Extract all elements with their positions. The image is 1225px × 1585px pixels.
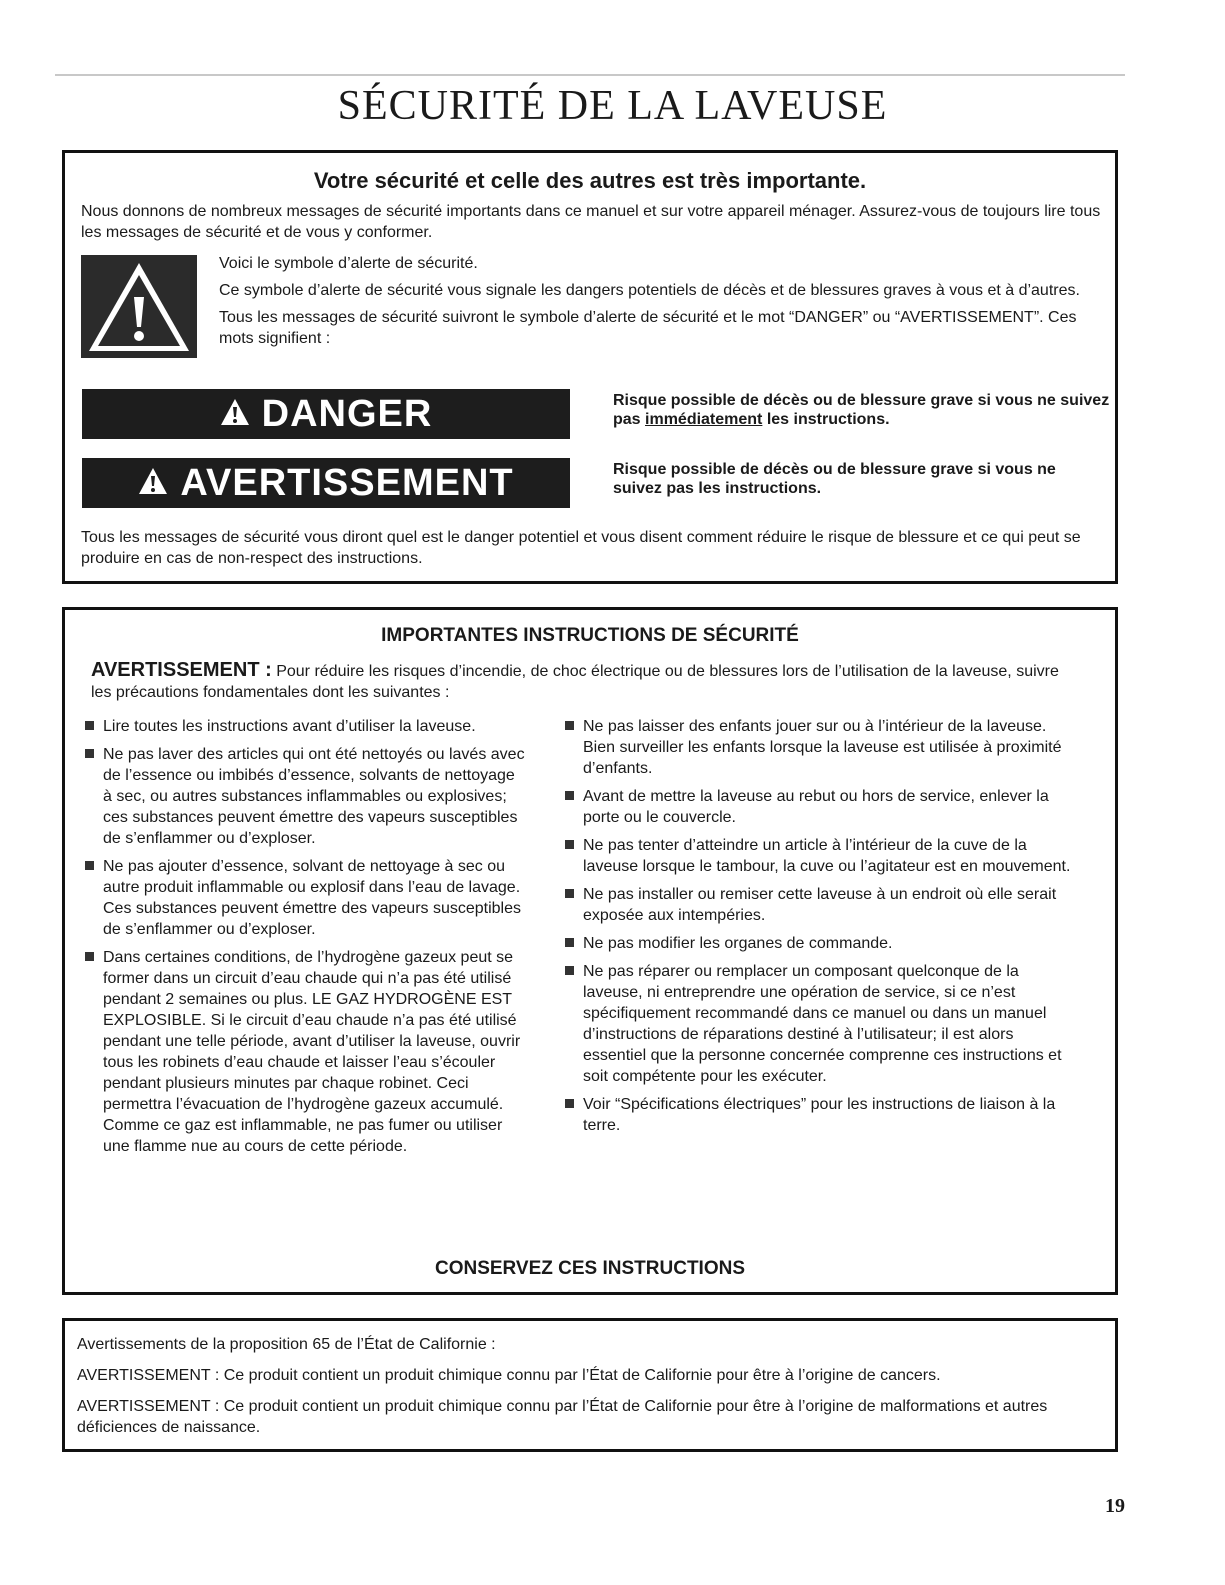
bullet-icon — [565, 1099, 574, 1108]
list-item-text: Ne pas réparer ou remplacer un composant quelconque de la laveuse, ni entreprendre une opération de service, si ce n’est spécifiquement recommandé dans ce manuel ou dans un manuel d’instructions de réparations destiné à l’utilisateur; il est alors essentiel que la personne concernée comprenne ces instructions et soit compétente pour les exécuter. — [583, 963, 1062, 1085]
list-item — [565, 716, 1080, 779]
warning-signal-bar — [82, 458, 570, 508]
safety-message-box — [62, 150, 1118, 584]
prop65-box — [62, 1318, 1118, 1452]
bullet-icon — [565, 966, 574, 975]
instructions-warning — [91, 660, 1081, 703]
list-item-text: Avant de mettre la laveuse au rebut ou hors de service, enlever la porte ou le couvercle. — [583, 788, 1049, 826]
bullet-icon — [565, 938, 574, 947]
list-item — [565, 1094, 1080, 1136]
warning-label: AVERTISSEMENT — [180, 461, 514, 504]
bullet-icon — [85, 749, 94, 758]
list-item-text: Ne pas ajouter d’essence, solvant de nettoyage à sec ou autre produit inflammable ou explosif dans l’eau de lavage. Ces substances peuvent émettre des vapeurs susceptibles de s’enflammer ou d’exploser. — [103, 858, 522, 938]
alert-line: Voici le symbole d’alerte de sécurité. — [219, 255, 478, 272]
danger-desc-text-end: les instructions. — [762, 411, 890, 428]
instructions-left-column — [85, 716, 525, 1164]
list-item — [565, 835, 1080, 877]
safety-heading: Votre sécurité et celle des autres est très importante. — [313, 168, 867, 193]
prop65-line: AVERTISSEMENT : Ce produit contient un produit chimique connu par l’État de Californie pour être à l’origine de malformations et autres déficiences de naissance. — [77, 1398, 1048, 1436]
bullet-icon — [565, 889, 574, 898]
top-divider — [55, 74, 1125, 76]
warning-triangle-icon — [81, 255, 197, 358]
instructions-right-column — [565, 716, 1080, 1143]
danger-desc-text: Risque possible de décès ou de blessure grave si vous ne suivez pas — [613, 392, 1110, 428]
list-item-text: Ne pas laver des articles qui ont été nettoyés ou lavés avec de l’essence ou imbibés d’essence, solvants de nettoyage à sec, ou autres substances inflammables ou explosives; ces substances peuvent émettre des vapeurs susceptibles de s’enflammer ou d’exploser. — [103, 746, 525, 847]
list-item-text: Voir “Spécifications électriques” pour les instructions de liaison à la terre. — [583, 1096, 1056, 1134]
instructions-box — [62, 607, 1118, 1295]
prop65-line: AVERTISSEMENT : Ce produit contient un produit chimique connu par l’État de Californie pour être à l’origine de cancers. — [77, 1367, 941, 1384]
bullet-icon — [565, 791, 574, 800]
list-item — [85, 716, 525, 737]
list-item — [565, 961, 1080, 1087]
page-title: SÉCURITÉ DE LA LAVEUSE — [337, 83, 888, 129]
instructions-heading: IMPORTANTES INSTRUCTIONS DE SÉCURITÉ — [381, 625, 799, 646]
warning-description: Risque possible de décès ou de blessure grave si vous ne suivez pas les instructions. — [613, 461, 1056, 497]
bullet-icon — [565, 721, 574, 730]
list-item-text: Ne pas modifier les organes de commande. — [583, 935, 893, 952]
warning-text: Pour réduire les risques d’incendie, de choc électrique ou de blessures lors de l’utilisation de la laveuse, suivre les précautions fondamentales dont les suivantes : — [91, 663, 1059, 701]
bullet-icon — [85, 952, 94, 961]
list-item — [565, 933, 1080, 954]
page-number: 19 — [1105, 1495, 1125, 1517]
list-item-text: Dans certaines conditions, de l’hydrogène gazeux peut se former dans un circuit d’eau chaude qui n’a pas été utilisé pendant 2 semaines ou plus. LE GAZ HYDROGÈNE EST EXPLOSIBLE. Si le circuit d’eau chaude n’a pas été utilisé pendant une telle période, avant d’utiliser la laveuse, ouvrir tous les robinets d’eau chaude et laisser l’eau s’écouler pendant plusieurs minutes par chaque robinet. Ceci permettra l’évacuation de l’hydrogène gazeux accumulé. Comme ce gaz est inflammable, ne pas fumer ou utiliser une flamme nue au cours de cette période. — [103, 949, 521, 1155]
alert-triangle-icon — [220, 393, 250, 436]
danger-signal-bar — [82, 389, 570, 439]
list-item-text: Ne pas installer ou remiser cette laveuse à un endroit où elle serait exposée aux intempéries. — [583, 886, 1057, 924]
prop65-line: Avertissements de la proposition 65 de l’État de Californie : — [77, 1336, 496, 1353]
list-item — [85, 744, 525, 849]
instructions-footer: CONSERVEZ CES INSTRUCTIONS — [434, 1258, 746, 1279]
safety-intro: Nous donnons de nombreux messages de sécurité importants dans ce manuel et sur votre appareil ménager. Assurez-vous de toujours lire tous les messages de sécurité et de vous y conformer. — [81, 203, 1101, 241]
danger-label: DANGER — [261, 392, 433, 435]
safety-footer: Tous les messages de sécurité vous diront quel est le danger potentiel et vous disent comment réduire le risque de blessure et ce qui peut se produire en cas de non-respect des instructions. — [81, 529, 1081, 567]
bullet-icon — [85, 721, 94, 730]
list-item — [565, 786, 1080, 828]
list-item — [85, 856, 525, 940]
prop65-text — [77, 1334, 1107, 1448]
list-item — [85, 947, 525, 1157]
bullet-icon — [85, 861, 94, 870]
list-item-text: Ne pas tenter d’atteindre un article à l’intérieur de la cuve de la laveuse lorsque le tambour, la cuve ou l’agitateur est en mouvement. — [583, 837, 1071, 875]
alert-triangle-icon — [138, 462, 168, 505]
alert-line: Ce symbole d’alerte de sécurité vous signale les dangers potentiels de décès et de blessures graves à vous et à d’autres. — [219, 282, 1080, 299]
warning-lead: AVERTISSEMENT : — [91, 659, 272, 681]
list-item-text: Ne pas laisser des enfants jouer sur ou à l’intérieur de la laveuse. Bien surveiller les enfants lorsque la laveuse est utilisée à proximité d’enfants. — [583, 718, 1062, 777]
danger-desc-emphasis: immédiatement — [645, 411, 763, 428]
alert-line: Tous les messages de sécurité suivront le symbole d’alerte de sécurité et le mot “DANGER” ou “AVERTISSEMENT”. Ces mots signifient : — [219, 309, 1077, 347]
danger-description — [613, 391, 1113, 429]
list-item-text: Lire toutes les instructions avant d’utiliser la laveuse. — [103, 718, 476, 735]
list-item — [565, 884, 1080, 926]
bullet-icon — [565, 840, 574, 849]
alert-explanation — [219, 253, 1099, 355]
